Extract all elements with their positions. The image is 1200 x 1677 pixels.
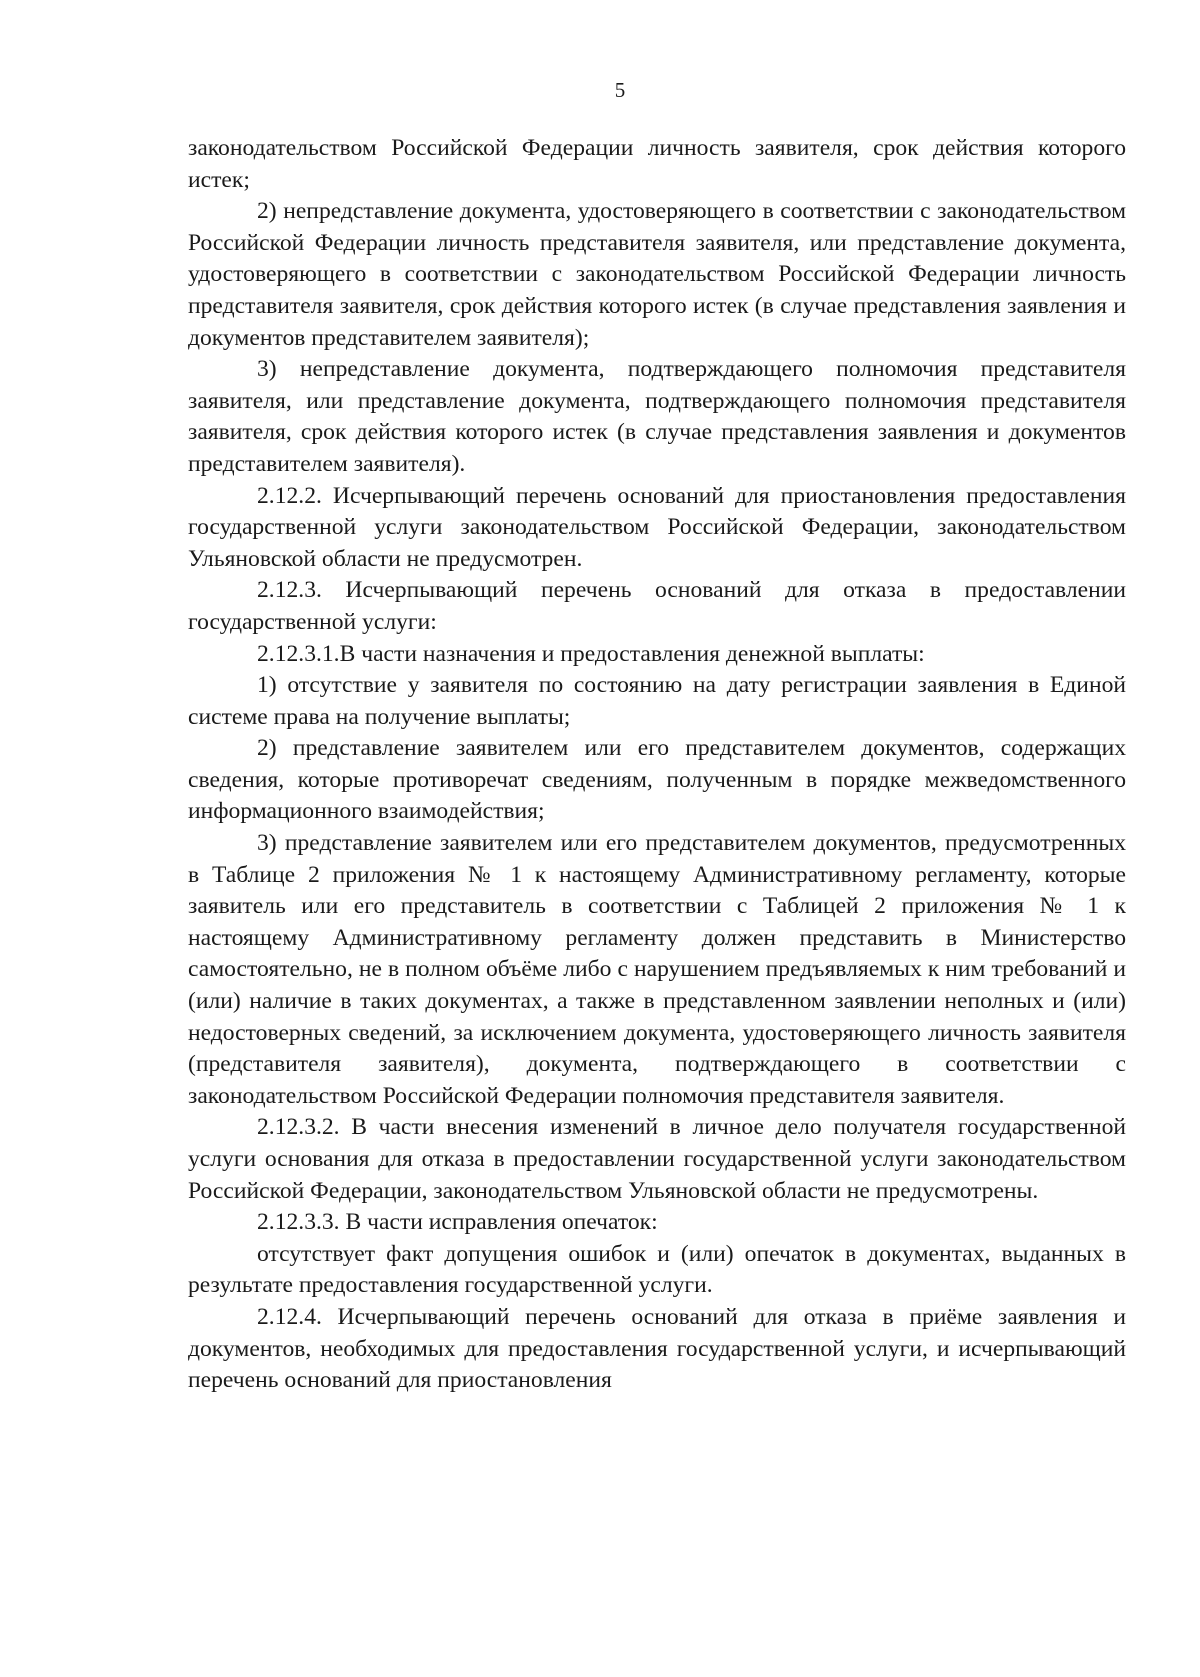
paragraph-2-12-2: 2.12.2. Исчерпывающий перечень оснований для приостановления предоставления государственной услуги законодательством Российской Федерации, законодательством Ульяновской области не предусмотрен. [188, 482, 1126, 572]
page-number: 5 [614, 78, 626, 102]
paragraph-continuation: законодательством Российской Федерации личность заявителя, срок действия которого истек; [188, 135, 1126, 193]
paragraph-2-12-4: 2.12.4. Исчерпывающий перечень оснований для отказа в приёме заявления и документов, необходимых для предоставления государственной услуги, и исчерпывающий перечень оснований для приостановления [188, 1303, 1126, 1394]
paragraph-2-12-3-1: 2.12.3.1.В части назначения и предоставления денежной выплаты: [257, 640, 925, 667]
paragraph-item-3: 3) непредставление документа, подтверждающего полномочия представителя заявителя, или представление документа, подтверждающего полномочия представителя заявителя, срок действия которого истек (в случае представления заявления и документов представителем заявителя). [188, 356, 1126, 477]
paragraph-2-12-3-2: 2.12.3.2. В части внесения изменений в личное дело получателя государственной услуги основания для отказа в предоставлении государственной услуги законодательством Российской Федерации, законодательством Ульяновской области не предусмотрены. [188, 1114, 1126, 1204]
paragraph-2-12-3-1-item-2: 2) представление заявителем или его представителем документов, содержащих сведения, которые противоречат сведениям, полученным в порядке межведомственного информационного взаимодействия; [188, 735, 1126, 825]
document-body [188, 133, 1126, 1397]
paragraph-2-12-3-1-item-1: 1) отсутствие у заявителя по состоянию на дату регистрации заявления в Единой системе права на получение выплаты; [188, 672, 1126, 730]
paragraph-2-12-3-1-item-3: 3) представление заявителем или его представителем документов, предусмотренных в Таблице 2 приложения № 1 к настоящему Административному регламенту, которые заявитель или его представитель в соответствии с Таблицей 2 приложения № 1 к настоящему Административному регламенту должен представить в Министерство самостоятельно, не в полном объёме либо с нарушением предъявляемых к ним требований и (или) наличие в таких документах, а также в представленном заявлении неполных и (или) недостоверных сведений, за исключением документа, удостоверяющего личность заявителя (представителя заявителя), документа, подтверждающего в соответствии с законодательством Российской Федерации полномочия представителя заявителя. [188, 830, 1126, 1109]
paragraph-2-12-3-3: 2.12.3.3. В части исправления опечаток: [257, 1209, 658, 1236]
paragraph-2-12-3-3-text: отсутствует факт допущения ошибок и (или) опечаток в документах, выданных в результате предоставления государственной услуги. [188, 1240, 1126, 1299]
paragraph-2-12-3: 2.12.3. Исчерпывающий перечень оснований для отказа в предоставлении государственной услуги: [188, 577, 1126, 635]
paragraph-item-2: 2) непредставление документа, удостоверяющего в соответствии с законодательством Российской Федерации личность представителя заявителя, или представление документа, удостоверяющего в соответствии с законодательством Российской Федерации личность представителя заявителя, срок действия которого истек (в случае представления заявления и документов представителем заявителя); [188, 198, 1126, 351]
